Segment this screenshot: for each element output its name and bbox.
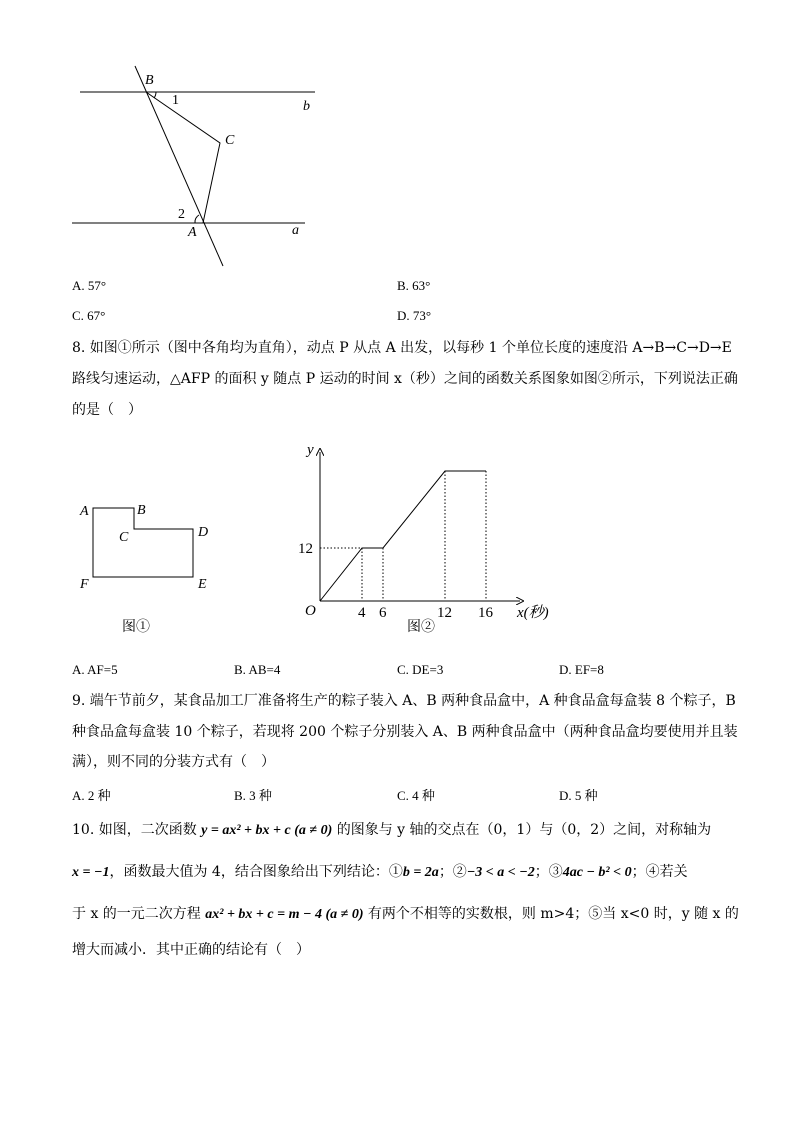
- q8-option-c[interactable]: C. DE=3: [397, 662, 444, 677]
- label-angle-1: 1: [172, 93, 179, 108]
- q9-option-a[interactable]: A. 2 种: [72, 788, 111, 803]
- function-graph: [320, 471, 486, 601]
- fig1-label-B: B: [137, 503, 146, 518]
- x-tick-12: 12: [437, 605, 452, 621]
- q10-equation-quadratic: y = ax² + bx + c (a ≠ 0): [201, 823, 333, 838]
- y-axis-label: y: [307, 442, 314, 458]
- label-b: b: [303, 99, 310, 114]
- q10-text-line-1: [72, 820, 711, 841]
- q9-text-line-1: 9. 端午节前夕，某食品加工厂准备将生产的粽子装入 A、B 两种食品盒中，A 种食品盒每盒装 8 个粽子，B: [72, 693, 736, 709]
- q10-l1-part-b: 的图象与 y 轴的交点在（0，1）与（0，2）之间，对称轴为: [332, 822, 712, 838]
- q8-figure-2-graph: [295, 438, 565, 643]
- q9-text-line-3: 满），则不同的分装方式有（ ）: [72, 754, 275, 770]
- fig2-caption: 图②: [407, 620, 435, 635]
- q10-text-line-4: 增大而减小．其中正确的结论有（ ）: [72, 942, 310, 958]
- q9-option-c[interactable]: C. 4 种: [397, 788, 435, 803]
- q10-equation-axis: x = −1: [72, 865, 110, 880]
- q10-text-line-3: [72, 904, 739, 925]
- q9-option-b[interactable]: B. 3 种: [234, 788, 272, 803]
- q10-equation-m: ax² + bx + c = m − 4 (a ≠ 0): [205, 907, 364, 922]
- q8-text-line-1: 8. 如图①所示（图中各角均为直角），动点 P 从点 A 出发，以每秒 1 个单位长度的速度沿 A→B→C→D→E: [72, 340, 732, 356]
- angle-1-arc: [154, 92, 156, 98]
- fig7-parallel-lines-diagram: [60, 60, 340, 275]
- q10-equation-discriminant: 4ac − b² < 0: [562, 865, 632, 880]
- label-a: a: [292, 223, 299, 238]
- q10-l2-part-b: ；②: [438, 864, 467, 880]
- label-angle-2: 2: [178, 207, 185, 222]
- label-A: A: [188, 225, 197, 240]
- fig1-label-D: D: [198, 525, 209, 540]
- fig1-label-A: A: [80, 504, 89, 519]
- q8-option-a[interactable]: A. AF=5: [72, 662, 118, 677]
- origin-label: O: [305, 603, 316, 619]
- q10-l2-part-a: ，函数最大值为 4，结合图象给出下列结论：①: [109, 864, 403, 880]
- fig1-caption: 图①: [122, 620, 150, 635]
- y-tick-12: 12: [298, 541, 313, 557]
- q10-l1-part-a: 10. 如图，二次函数: [72, 822, 202, 838]
- q7-option-a[interactable]: A. 57°: [72, 278, 107, 293]
- x-tick-6: 6: [379, 605, 387, 621]
- angle-2-arc: [195, 215, 199, 223]
- q9-option-d[interactable]: D. 5 种: [559, 788, 598, 803]
- q8-option-b[interactable]: B. AB=4: [234, 662, 281, 677]
- q8-text-line-3: 的是（ ）: [72, 402, 142, 418]
- q10-text-line-2: [72, 862, 688, 883]
- x-axis-label: x(秒): [517, 605, 549, 621]
- q10-l3-part-a: 于 x 的一元二次方程: [72, 906, 206, 922]
- fig1-label-C: C: [119, 530, 129, 545]
- q8-text-line-2: 路线匀速运动，△AFP 的面积 y 随点 P 运动的时间 x（秒）之间的函数关系图象如图②所示，下列说法正确: [72, 371, 738, 387]
- transversal-line: [135, 66, 223, 266]
- q10-l2-part-d: ；④若关: [631, 864, 688, 880]
- label-C: C: [225, 133, 235, 148]
- q8-option-d[interactable]: D. EF=8: [559, 662, 604, 677]
- q10-l2-part-c: ；③: [534, 864, 563, 880]
- broken-line-bca: [146, 92, 220, 223]
- x-tick-16: 16: [478, 605, 493, 621]
- fig1-label-F: F: [80, 577, 89, 592]
- q9-text-line-2: 种食品盒每盒装 10 个粽子，若现将 200 个粽子分别装入 A、B 两种食品盒中（两种食品盒均要使用并且装: [72, 724, 738, 740]
- x-tick-4: 4: [358, 605, 366, 621]
- q7-option-b[interactable]: B. 63°: [397, 278, 431, 293]
- q7-option-d[interactable]: D. 73°: [397, 308, 432, 323]
- fig1-label-E: E: [198, 577, 207, 592]
- q10-l3-part-b: 有两个不相等的实数根，则 m>4；⑤当 x<0 时，y 随 x 的: [363, 906, 739, 922]
- label-B: B: [145, 73, 154, 88]
- q8-figure-1-shape: [72, 495, 222, 645]
- q10-equation-range-a: −3 < a < −2: [466, 865, 535, 880]
- q7-option-c[interactable]: C. 67°: [72, 308, 106, 323]
- q10-equation-b2a: b = 2a: [402, 865, 439, 880]
- l-shape-polygon: [93, 508, 193, 577]
